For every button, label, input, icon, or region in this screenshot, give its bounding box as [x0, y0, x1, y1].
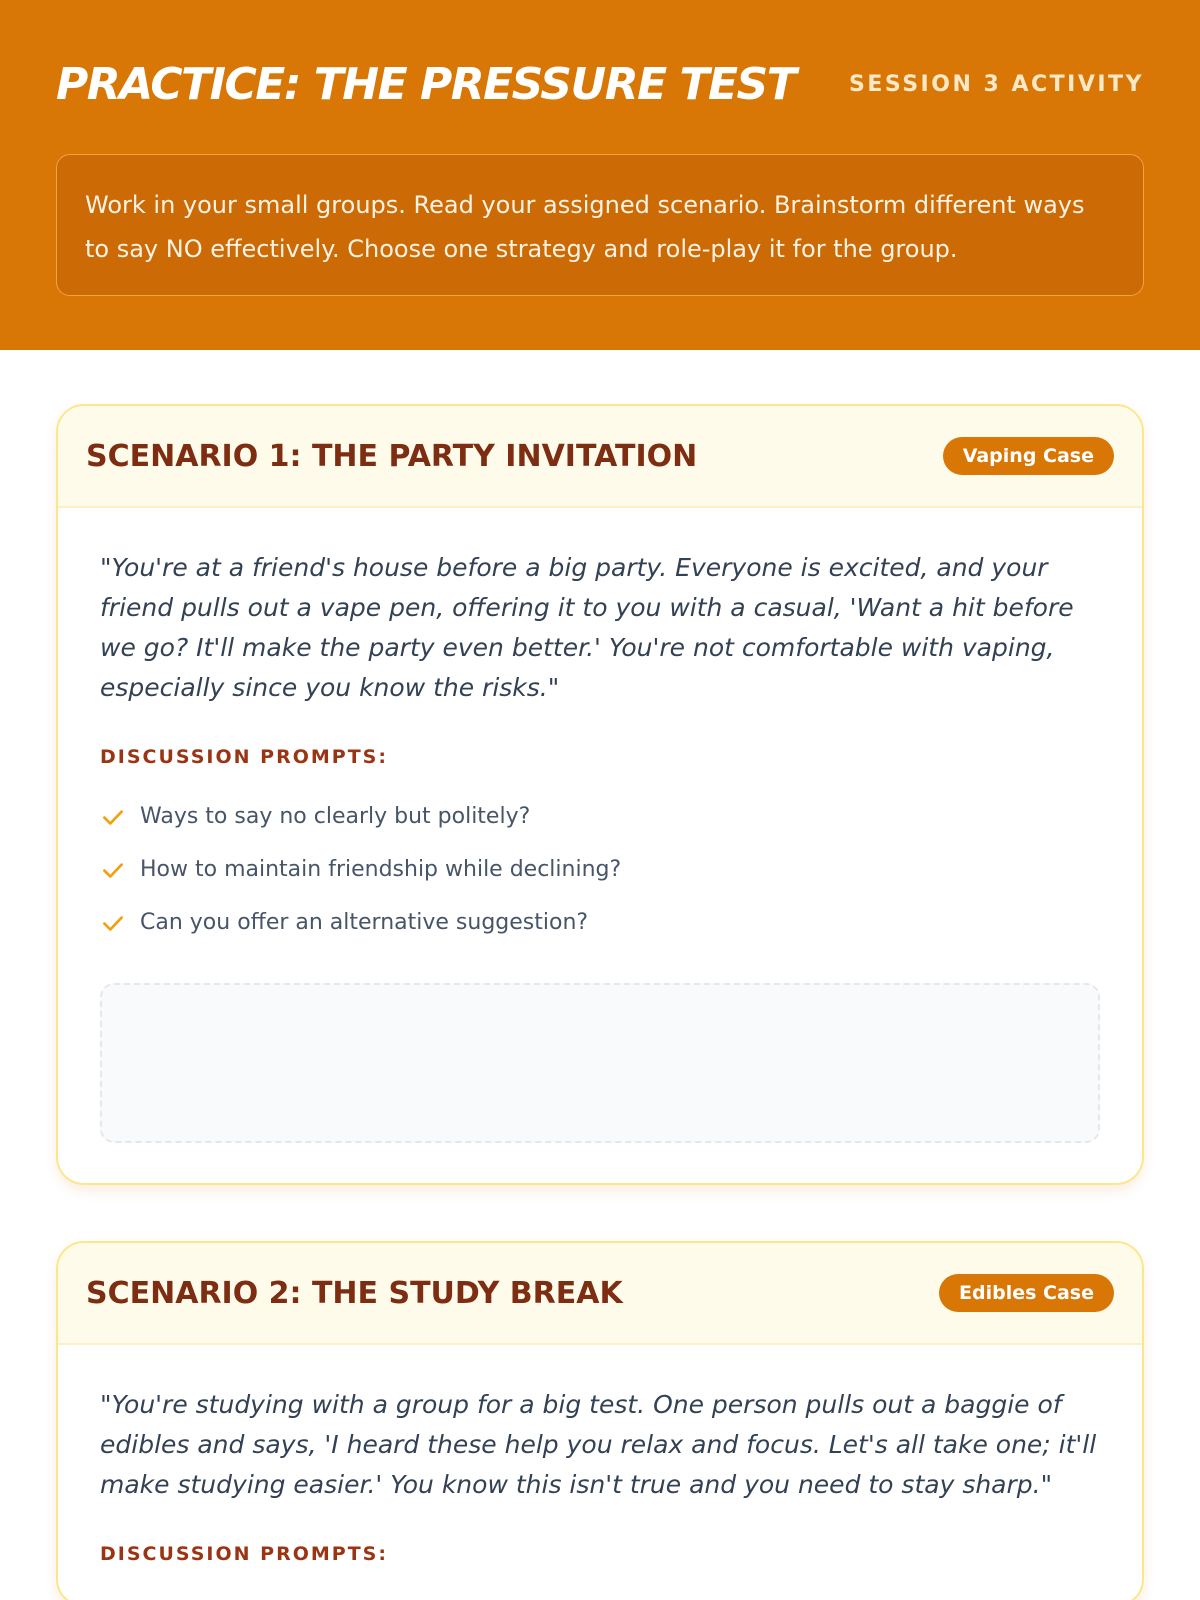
- scenario-card-header: [58, 1243, 1142, 1345]
- header-top: [56, 56, 1144, 112]
- discussion-prompts-list: [100, 790, 1100, 949]
- discussion-prompts-label: DISCUSSION PROMPTS:: [100, 1543, 388, 1565]
- discussion-prompt: [100, 843, 1100, 896]
- instructions-box: Work in your small groups. Read your assigned scenario. Brainstorm different ways to say NO effectively. Choose one strategy and role-play it for the group.: [56, 154, 1144, 296]
- scenario-card-2: [56, 1241, 1144, 1600]
- checkmark-icon: [100, 910, 126, 936]
- page-title: PRACTICE: THE PRESSURE TEST: [56, 58, 796, 110]
- page-header: [0, 0, 1200, 350]
- discussion-prompt-text: How to maintain friendship while declining?: [140, 857, 622, 882]
- checkmark-icon: [100, 804, 126, 830]
- case-badge: Edibles Case: [939, 1274, 1114, 1312]
- checkmark-icon: [100, 857, 126, 883]
- discussion-prompt-text: Ways to say no clearly but politely?: [140, 804, 531, 829]
- discussion-prompt: [100, 790, 1100, 843]
- response-area[interactable]: [100, 983, 1100, 1143]
- case-badge: Vaping Case: [943, 437, 1114, 475]
- scenario-title: SCENARIO 2: THE STUDY BREAK: [86, 1275, 623, 1311]
- discussion-prompt-text: Can you offer an alternative suggestion?: [140, 910, 589, 935]
- discussion-prompt: [100, 896, 1100, 949]
- scenario-card-body: [58, 1345, 1142, 1600]
- scenario-card-1: [56, 404, 1144, 1185]
- scenario-list: [0, 350, 1200, 1600]
- scenario-quote: "You're at a friend's house before a big party. Everyone is excited, and your friend pulls out a vape pen, offering it to you with a casual, 'Want a hit before we go? It'll make the party even better.' You're not comfortable with vaping, especially since you know the risks.": [100, 553, 1074, 702]
- scenario-quote: "You're studying with a group for a big test. One person pulls out a baggie of edibles and says, 'I heard these help you relax and focus. Let's all take one; it'll make studying easier.' You know this isn't true and you need to stay sharp.": [100, 1390, 1097, 1499]
- scenario-card-header: [58, 406, 1142, 508]
- scenario-card-body: [58, 508, 1142, 1183]
- discussion-prompts-label: DISCUSSION PROMPTS:: [100, 746, 388, 768]
- scenario-title: SCENARIO 1: THE PARTY INVITATION: [86, 438, 698, 474]
- session-label: SESSION 3 ACTIVITY: [848, 71, 1144, 97]
